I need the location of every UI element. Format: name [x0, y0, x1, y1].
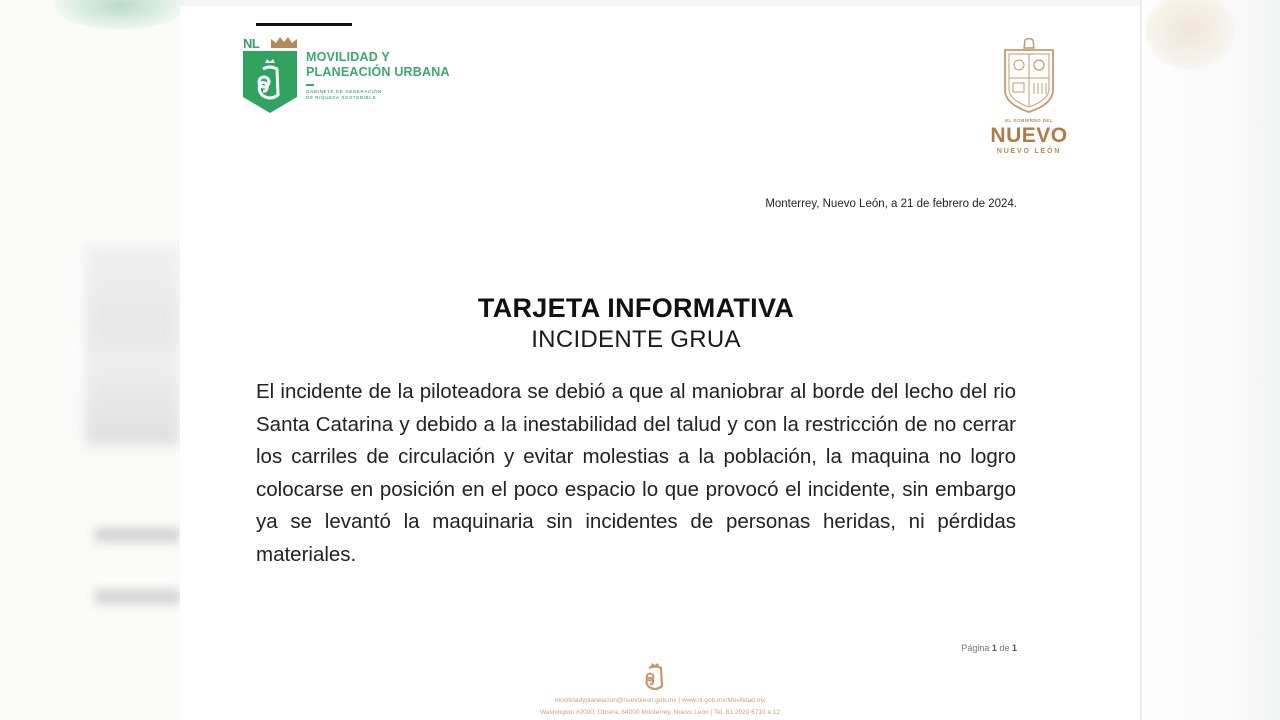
shield-icon [243, 51, 297, 113]
gov-state-label: NUEVO LEÓN [996, 148, 1062, 155]
footer-contact: movilidadyplaneacion@nuevoleon.gob.mx | www.nl.gob.mx/Movilidad.mx [554, 697, 766, 704]
background-blurred-text [85, 245, 180, 445]
footer-emblem-icon [642, 662, 668, 694]
logo-title-line1: MOVILIDAD Y [306, 50, 390, 64]
footer-address: Washington #2000, Obrera, 64000 Monterrey, Nuevo León | Tel. 81 2020 6710 a 12 [539, 709, 781, 716]
logo-subtitle [306, 89, 382, 101]
background-blurred-line [95, 590, 180, 604]
page-number [180, 643, 1017, 653]
logo-dash [306, 84, 314, 86]
page-edge [1140, 0, 1142, 720]
gobierno-nuevo-leon-logo [980, 38, 1080, 163]
logo-title-line2: PLANEACIÓN URBANA [306, 65, 450, 79]
logo-subtitle-line1: GABINETE DE GENERACIÓN [306, 89, 382, 94]
document-subtitle: INCIDENTE GRUA [531, 326, 741, 353]
page-label: Página [961, 643, 990, 653]
logo-title [306, 50, 450, 80]
document-page [180, 6, 1140, 720]
coat-of-arms-icon [1001, 38, 1057, 114]
movilidad-logo [243, 36, 503, 116]
document-title: TARJETA INFORMATIVA [477, 293, 795, 323]
page-current: 1 [991, 643, 997, 653]
background-right [1140, 0, 1280, 720]
page-of: de [999, 643, 1010, 653]
nl-mark: NL [243, 36, 260, 51]
background-blurred-line [95, 528, 180, 542]
logo-subtitle-line2: DE RIQUEZA SOSTENIBLE [306, 95, 377, 100]
gov-small-label: EL GOBIERNO DEL [1005, 118, 1053, 123]
page-total: 1 [1011, 643, 1017, 653]
header-rule [256, 23, 352, 26]
gov-big-label: NUEVO [990, 124, 1068, 147]
body-paragraph: El incidente de la piloteadora se debió a que al maniobrar al borde del lecho del rio Santa Catarina y debido a la inestabilidad del talud y con la restricción de no cerrar los carriles de circulación y evitar molestias a la población, la maquina no logro colocarse en posición en el poco espacio lo que provocó el incidente, sin embargo ya se levantó la maquinaria sin incidentes de personas heridas, ni pérdidas materiales. [256, 380, 1016, 566]
date-line: Monterrey, Nuevo León, a 21 de febrero de 2024. [765, 198, 1017, 210]
crown-icon [271, 37, 297, 48]
